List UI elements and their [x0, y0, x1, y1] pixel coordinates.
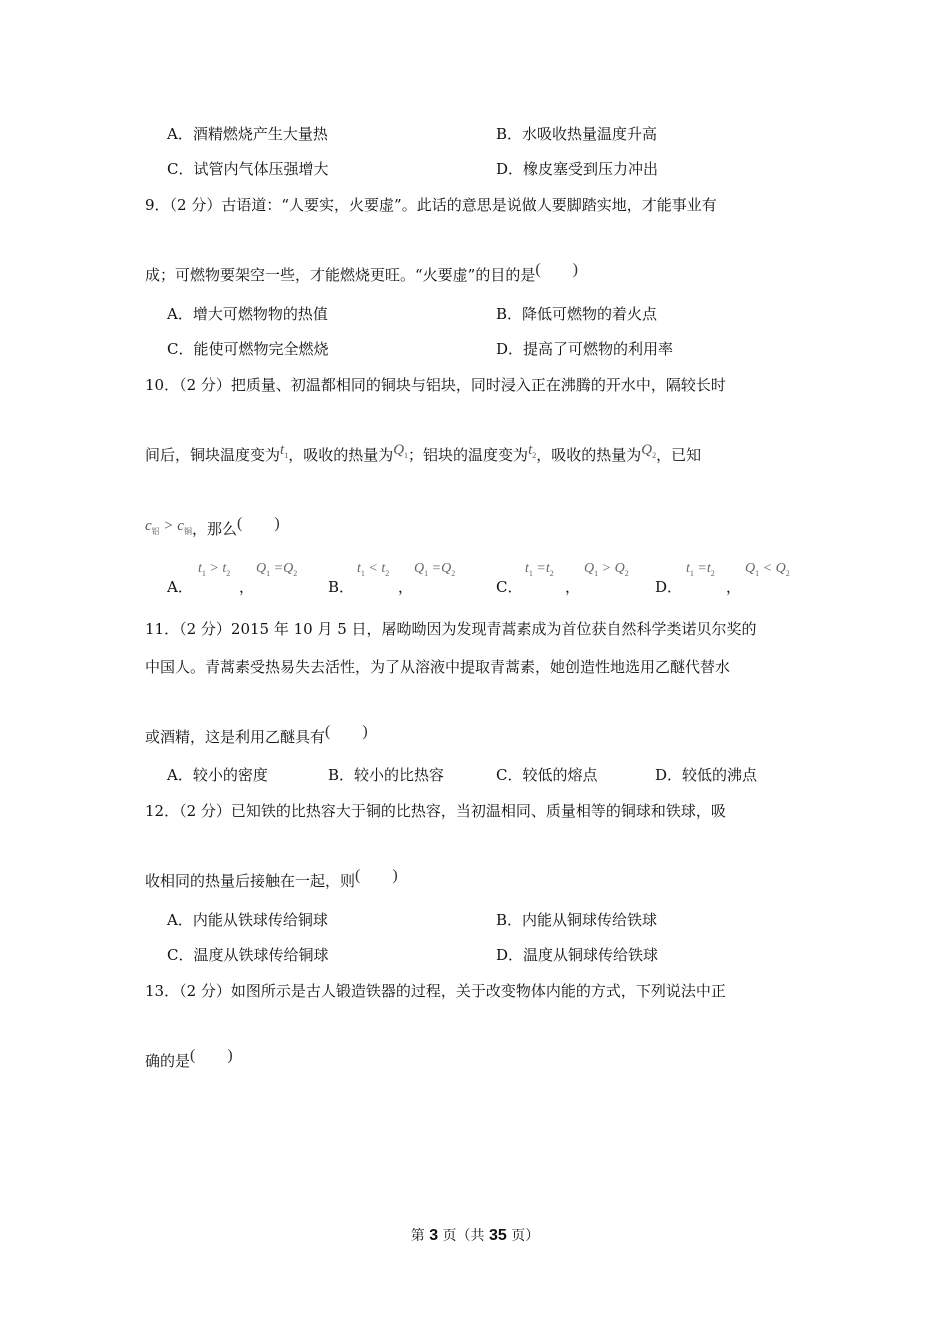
q11-line-2: 中国人。青蒿素受热易失去活性，为了从溶液中提取青蒿素，她创造性地选用乙醚代替水: [145, 658, 731, 676]
q10-option-b-label: B．: [328, 578, 355, 596]
q10-text-e: ，已知: [656, 446, 702, 464]
page-number: 3: [429, 1227, 439, 1244]
q10-option-d-formula: $t_1 =t_2$: [686, 561, 715, 578]
q10-option-c-comma: ，: [565, 578, 581, 596]
q10-option-b-formula-2: $Q_1 =Q_2$: [414, 561, 456, 578]
q2-symbol: $Q_2$: [641, 442, 657, 460]
q10-line-1: 10．（2 分）把质量、初温都相同的铜块与铝块，同时浸入正在沸腾的开水中，隔较长时: [145, 376, 726, 394]
q12-line-1: 12．（2 分）已知铁的比热容大于铜的比热容，当初温相同、质量相等的铜球和铁球，吸: [145, 802, 726, 820]
q10-option-d-formula-2: $Q_1 < Q_2$: [745, 561, 790, 578]
q10-option-c-formula-2: $Q_1 > Q_2$: [584, 561, 629, 578]
t1-symbol: $t_1$: [280, 442, 289, 460]
q10-option-a-formula: $t_1 > t_2$: [198, 561, 231, 578]
q10-option-c-label: C．: [496, 578, 523, 596]
q8-option-a: A．酒精燃烧产生大量热: [167, 125, 328, 143]
q10-line-3-text: ，那么: [191, 520, 237, 538]
q12-option-d: D．温度从铜球传给铁球: [496, 946, 659, 964]
t2-symbol: $t_2$: [528, 442, 537, 460]
q10-text-d: ，吸收的热量为: [536, 446, 642, 464]
q12-option-c: C．温度从铁球传给铜球: [167, 946, 329, 964]
q8-option-c: C．试管内气体压强增大: [167, 160, 329, 178]
q9-option-d: D．提高了可燃物的利用率: [496, 340, 674, 358]
q9-option-b: B．降低可燃物的着火点: [496, 305, 658, 323]
q13-line-1: 13．（2 分）如图所示是古人锻造铁器的过程，关于改变物体内能的方式，下列说法中正: [145, 982, 726, 1000]
q10-text-c: ；铝块的温度变为: [408, 446, 529, 464]
q11-line-1: 11．（2 分）2015 年 10 月 5 日，屠呦呦因为发现青蒿素成为首位获自然科学类诺贝尔奖的: [145, 620, 757, 638]
q11-line-3-text: 或酒精，这是利用乙醚具有: [145, 728, 326, 746]
q10-line-3: [145, 514, 280, 542]
answer-paren: ( ): [535, 261, 579, 278]
answer-paren: ( ): [190, 1047, 233, 1064]
q13-line-2-text: 确的是: [145, 1052, 191, 1070]
q9-line-2: [145, 260, 578, 285]
q11-option-a: A．较小的密度: [167, 766, 268, 784]
q10-text-a: 间后，铜块温度变为: [145, 446, 281, 464]
q10-option-a-comma: ，: [239, 578, 255, 596]
q10-option-d-comma: ，: [726, 578, 742, 596]
c-al-gt-c-cu: $c_铝 > c_铜$: [145, 518, 192, 536]
q12-option-a: A．内能从铁球传给铜球: [167, 911, 328, 929]
q10-option-b-comma: ，: [398, 578, 414, 596]
q10-option-a-label: A．: [167, 578, 193, 596]
total-pages: 35: [489, 1227, 507, 1244]
answer-paren: ( ): [355, 867, 398, 884]
q10-option-c-formula: $t_1 =t_2$: [525, 561, 554, 578]
q10-option-d-label: D．: [655, 578, 683, 596]
q11-option-d: D．较低的沸点: [655, 766, 758, 784]
q9-line-2-text: 成；可燃物要架空一些，才能燃烧更旺。“火要虚”的目的是: [145, 266, 536, 284]
q1-symbol: $Q_1$: [393, 442, 409, 460]
q9-option-c: C．能使可燃物完全燃烧: [167, 340, 329, 358]
q9-option-a: A．增大可燃物物的热值: [167, 305, 328, 323]
page-footer: 第 3 页（共 35 页）: [410, 1227, 540, 1244]
q12-option-b: B．内能从铜球传给铁球: [496, 911, 658, 929]
q11-line-3: [145, 722, 368, 747]
q10-text-b: ，吸收的热量为: [288, 446, 394, 464]
q9-line-1: 9．（2 分）古语道：“人要实，火要虚”。此话的意思是说做人要脚踏实地，才能事业有: [145, 196, 717, 214]
q8-option-b: B．水吸收热量温度升高: [496, 125, 658, 143]
q8-option-d: D．橡皮塞受到压力冲出: [496, 160, 659, 178]
answer-paren: ( ): [236, 515, 280, 532]
q10-option-a-formula-2: $Q_1 =Q_2$: [256, 561, 298, 578]
q11-option-c: C．较低的熔点: [496, 766, 598, 784]
q13-line-2: [145, 1046, 233, 1071]
q10-line-2: [145, 440, 701, 466]
q12-line-2: [145, 866, 398, 891]
q11-option-b: B．较小的比热容: [328, 766, 445, 784]
q10-option-b-formula: $t_1 < t_2$: [357, 561, 390, 578]
answer-paren: ( ): [325, 723, 368, 740]
q12-line-2-text: 收相同的热量后接触在一起，则: [145, 872, 356, 890]
